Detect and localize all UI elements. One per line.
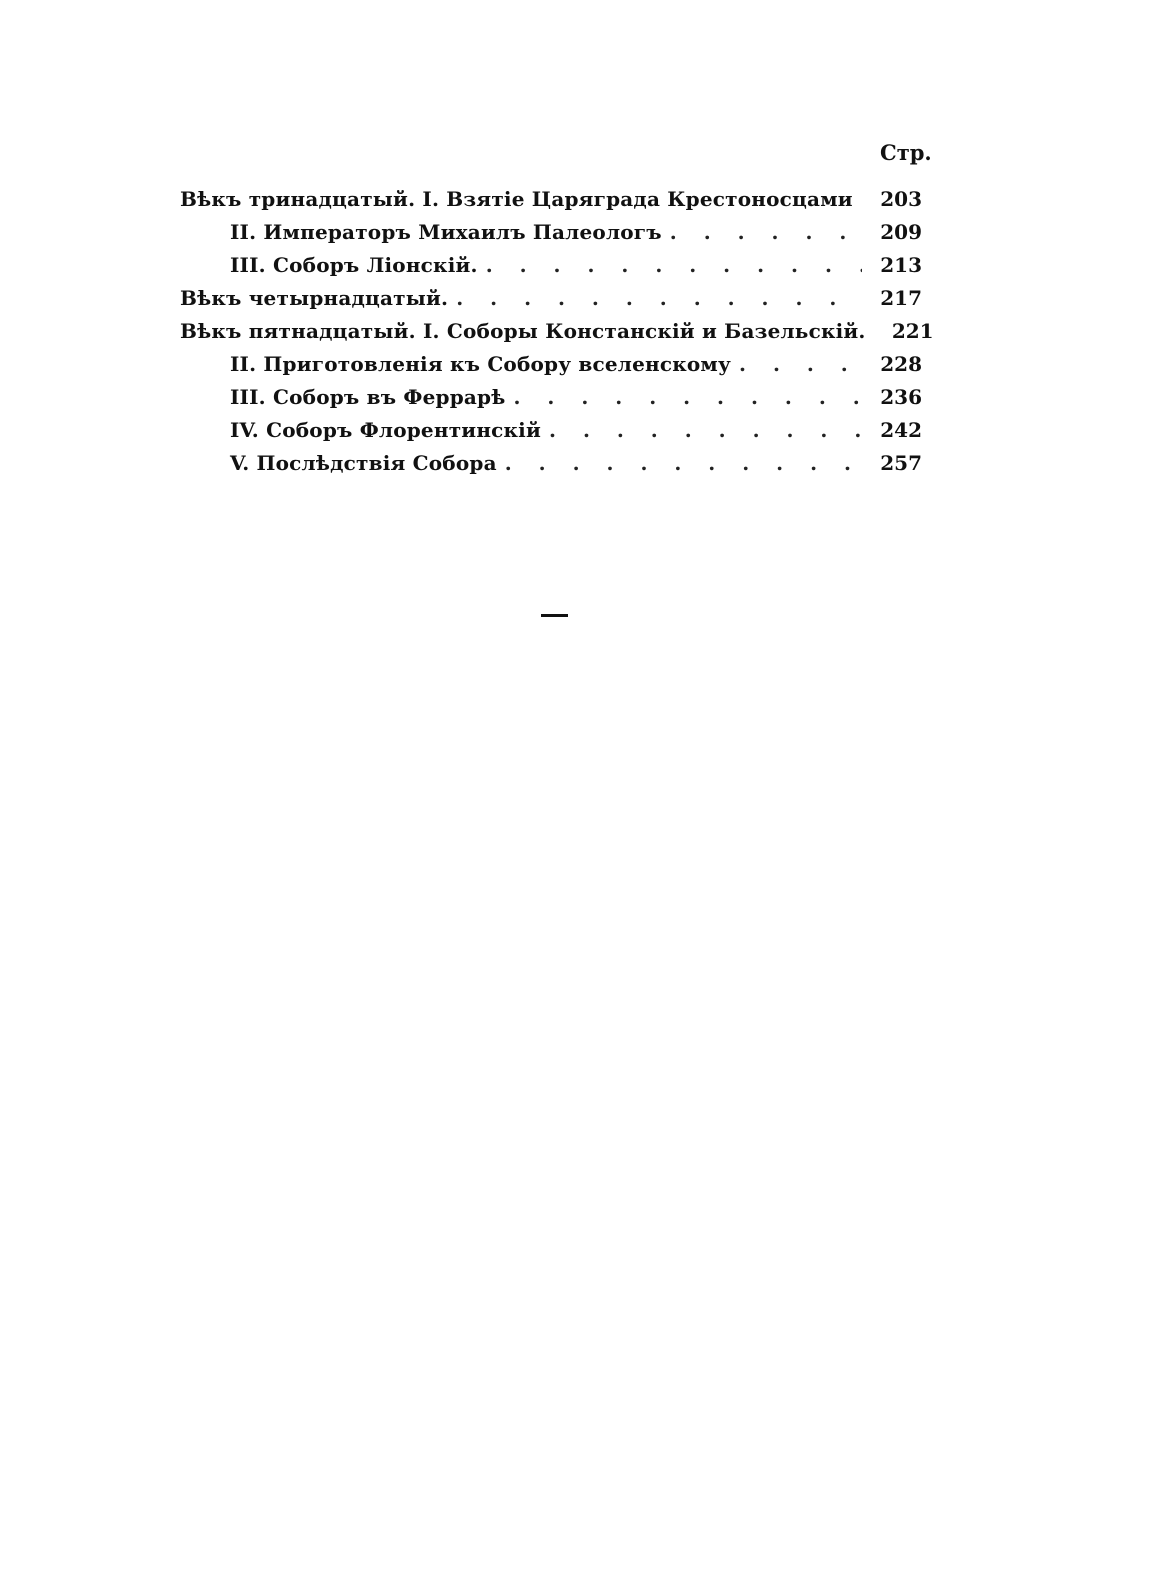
toc-entry-page: 203 bbox=[880, 187, 922, 211]
dot-leader bbox=[670, 216, 862, 249]
toc-entry-page: 209 bbox=[880, 220, 922, 244]
toc-entry-title: Вѣкъ четырнадцатый. bbox=[180, 286, 449, 310]
toc-entry-page: 213 bbox=[880, 253, 922, 277]
dot-leader bbox=[456, 282, 862, 315]
toc-entry-page: 221 bbox=[891, 319, 934, 343]
end-rule-divider bbox=[541, 614, 568, 617]
page-column-label: Стр. bbox=[880, 140, 932, 165]
toc-entry-title: III. Соборъ Ліонскій. bbox=[230, 253, 478, 277]
dot-leader bbox=[505, 447, 862, 480]
toc-entry bbox=[180, 183, 922, 216]
toc-entry bbox=[180, 447, 922, 480]
toc-entry-title: II. Приготовленія къ Собору вселенскому bbox=[230, 352, 732, 376]
toc-entry bbox=[180, 414, 922, 447]
toc-entry-title: Вѣкъ пятнадцатый. I. Соборы Констанскій и Базельскій. bbox=[180, 319, 866, 343]
toc-entry bbox=[180, 348, 922, 381]
toc-entry bbox=[180, 315, 934, 348]
dot-leader bbox=[514, 381, 863, 414]
table-of-contents bbox=[180, 183, 934, 480]
dot-leader bbox=[861, 183, 862, 216]
toc-entry-page: 228 bbox=[880, 352, 922, 376]
dot-leader bbox=[486, 249, 862, 282]
toc-entry-title: Вѣкъ тринадцатый. I. Взятіе Царяграда Крестоносцами bbox=[180, 187, 853, 211]
toc-entry-title: V. Послѣдствія Собора bbox=[230, 451, 497, 475]
toc-entry-page: 257 bbox=[880, 451, 922, 475]
toc-entry-page: 242 bbox=[880, 418, 922, 442]
toc-entry-title: III. Соборъ въ Феррарѣ bbox=[230, 385, 506, 409]
toc-entry bbox=[180, 381, 922, 414]
dot-leader bbox=[549, 414, 862, 447]
toc-entry-title: II. Императоръ Михаилъ Палеологъ bbox=[230, 220, 662, 244]
toc-entry-page: 217 bbox=[880, 286, 922, 310]
toc-entry-title: IV. Соборъ Флорентинскій bbox=[230, 418, 542, 442]
dot-leader bbox=[739, 348, 862, 381]
toc-entry bbox=[180, 249, 922, 282]
toc-entry bbox=[180, 216, 922, 249]
toc-entry bbox=[180, 282, 922, 315]
toc-entry-page: 236 bbox=[880, 385, 922, 409]
